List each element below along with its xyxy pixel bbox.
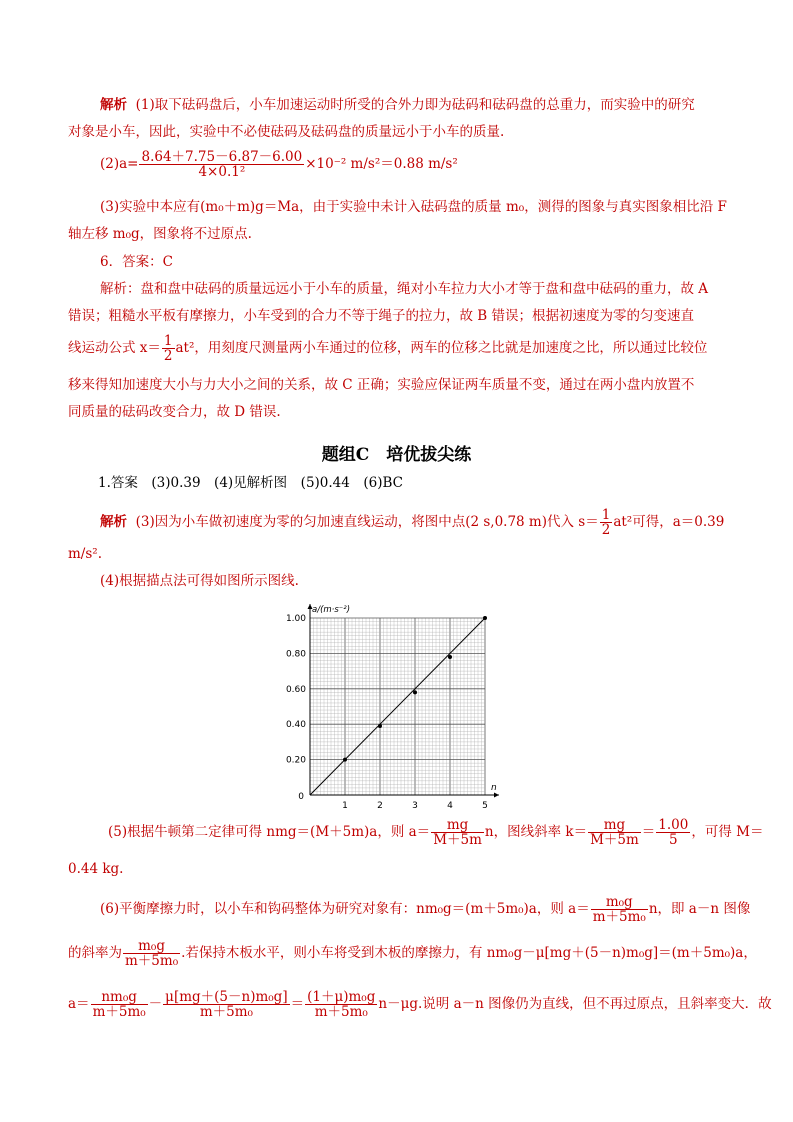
y-tick-label: 0.60 xyxy=(285,684,306,695)
p1-line2: 对象是小车，因此，实验中不必使砝码及砝码盘的质量远小于小车的质量. xyxy=(68,124,505,140)
p2-line: (2)a= $\frac{8.64+7.75-6.87-6.00}{\text{4×0.1²}}$ ×10⁻² m/s²＝0.88 m/s² xyxy=(100,149,458,180)
y-tick-label: 0.20 xyxy=(285,755,306,766)
q1-exp-line3: (4)根据描点法可得如图所示图线. xyxy=(100,573,299,589)
section-title: 题组C 培优拔尖练 xyxy=(321,445,472,465)
x-tick-label: 5 xyxy=(482,801,488,811)
q1-exp-line1: 解析 (3)因为小车做初速度为零的匀加速直线运动，将图中点(2 s,0.78 m)代入 s＝ $\frac{1}{2}$ at²可得，a＝0.39 xyxy=(100,507,725,538)
data-point xyxy=(483,616,487,620)
q6-exp-line3: 线运动公式 x＝ $\frac{1}{2}$ at²，用刻度尺测量两小车通过的位移，两车的位移之比就是加速度之比，所以通过比较位 xyxy=(68,333,708,364)
q1-exp-line2: m/s². xyxy=(68,546,102,562)
data-point xyxy=(413,690,417,694)
q6-exp-line4: 移来得知加速度大小与力大小之间的关系，故 C 正确；实验应保证两车质量不变，通过在两小盘内放置不 xyxy=(68,377,695,393)
p6-line1: (6)平衡摩擦力时，以小车和钩码整体为研究对象有：nm₀g＝(m＋5m₀)a，则 a＝ $\frac{\text{m₀g}}{\text{m＋5m₀}}$ n，即 a－n 图像 xyxy=(100,894,751,925)
q6-exp-line2: 错误；粗糙水平板有摩擦力，小车受到的合力不等于绳子的拉力，故 B 错误；根据初速度为零的匀变速直 xyxy=(68,308,695,324)
x-tick-label: 4 xyxy=(447,801,453,811)
p3-line2: 轴左移 m₀g，图象将不过原点. xyxy=(68,226,252,242)
p1-line1: 解析 (1)取下砝码盘后，小车加速运动时所受的合外力即为砝码和砝码盘的总重力，而实验中的研究 xyxy=(100,97,695,113)
x-tick-label: 1 xyxy=(342,801,348,811)
y-axis-label: a/(m·s⁻²) xyxy=(312,605,351,615)
data-point xyxy=(378,724,382,728)
p5-line1: (5)根据牛顿第二定律可得 nmg＝(M＋5m)a，则 a＝ $\frac{mg}{M+5m}$ n，图线斜率 k＝ $\frac{mg}{M+5m}$ ＝ $\frac{1.00}{5}$ ，可得 M＝ xyxy=(108,817,764,848)
p6-line2: 的斜率为 $\frac{\text{m₀g}}{\text{m＋5m₀}}$ .若保持木板水平，则小车将受到木板的摩擦力，有 nm₀g－μ[mg＋(5－n)m₀g]＝(m＋5m₀)a， xyxy=(68,938,757,969)
origin-label: 0 xyxy=(298,792,304,802)
data-point xyxy=(343,758,347,762)
p5-line2: 0.44 kg. xyxy=(68,861,124,877)
y-tick-label: 1.00 xyxy=(285,614,306,624)
x-tick-label: 3 xyxy=(412,801,418,811)
x-axis-arrow xyxy=(494,793,499,798)
x-axis-label: n xyxy=(491,783,497,793)
p6-line3: a＝ $\frac{\text{nm₀g}}{\text{m＋5m₀}}$ － $\frac{\text{μ[mg＋(5－n)m₀g]}}{\text{m＋5m₀}}$ ＝ $\frac{\text{(1＋μ)m₀g}}{\text{m＋5m₀}}$ n－μg.说明 a－n 图像仍为直线，但不再过原点，且斜率变大．故 xyxy=(68,989,772,1020)
data-point xyxy=(448,655,452,659)
y-tick-label: 0.80 xyxy=(285,649,306,660)
q6-exp-line5: 同质量的砝码改变合力，故 D 错误. xyxy=(68,404,281,420)
fit-line xyxy=(310,618,485,795)
q1-answer: 1.答案 (3)0.39 (4)见解析图 (5)0.44 (6)BC xyxy=(98,475,403,491)
p3-line1: (3)实验中本应有(m₀＋m)g＝Ma，由于实验中未计入砝码盘的质量 m₀，测得的图象与真实图象相比沿 F xyxy=(100,199,727,215)
q6-exp-line1: 解析：盘和盘中砝码的质量远远小于小车的质量，绳对小车拉力大小才等于盘和盘中砝码的重力，故 A xyxy=(100,281,709,297)
q6-answer: 6．答案：C xyxy=(100,254,173,270)
y-tick-label: 0.40 xyxy=(285,720,306,731)
x-tick-label: 2 xyxy=(377,801,383,811)
y-axis-arrow xyxy=(308,604,313,609)
